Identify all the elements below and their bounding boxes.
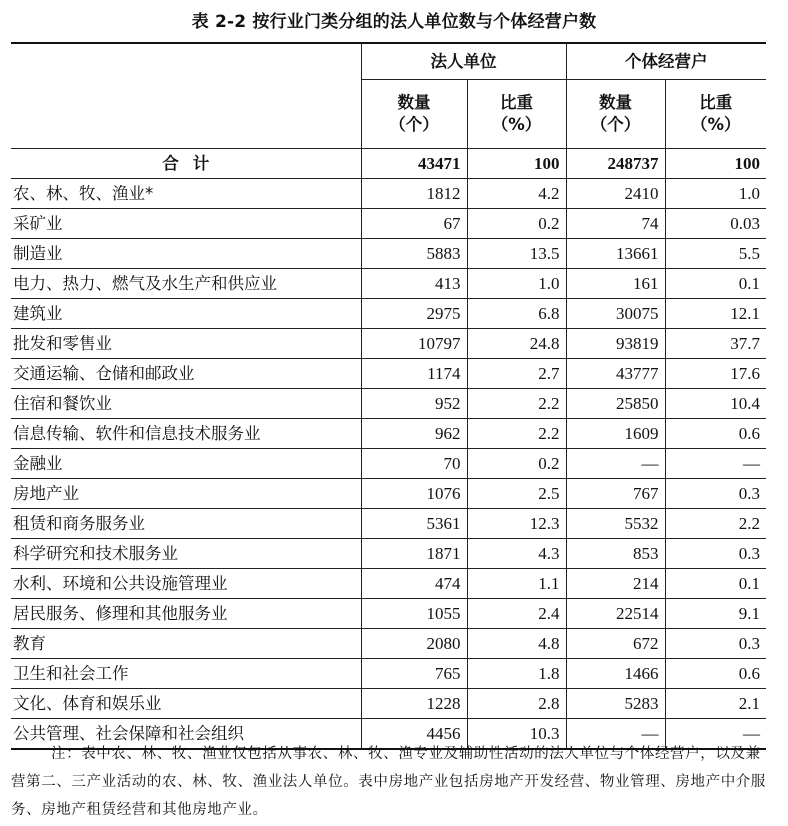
indiv-count-cell: — <box>566 449 665 479</box>
header-legal-share <box>467 80 566 149</box>
indiv-count-cell: 30075 <box>566 299 665 329</box>
total-row <box>11 149 766 179</box>
indiv-count-cell: 1466 <box>566 659 665 689</box>
indiv-share-cell: 2.1 <box>665 689 766 719</box>
industry-name-cell: 公共管理、社会保障和社会组织 <box>11 719 361 750</box>
indiv-share-cell: 1.0 <box>665 179 766 209</box>
header-row-groups <box>11 43 766 80</box>
table-row <box>11 659 766 689</box>
legal-share-cell: 2.2 <box>467 419 566 449</box>
table-row <box>11 179 766 209</box>
table-row <box>11 629 766 659</box>
table-row <box>11 209 766 239</box>
legal-share-cell: 6.8 <box>467 299 566 329</box>
header-indiv-count <box>566 80 665 149</box>
indiv-share-cell: 0.3 <box>665 539 766 569</box>
legal-share-cell: 2.2 <box>467 389 566 419</box>
indiv-count-cell: 43777 <box>566 359 665 389</box>
indiv-count-cell: 2410 <box>566 179 665 209</box>
indiv-share-cell: 12.1 <box>665 299 766 329</box>
industry-name-cell: 住宿和餐饮业 <box>11 389 361 419</box>
legal-share-cell: 13.5 <box>467 239 566 269</box>
table-row <box>11 329 766 359</box>
industry-table <box>11 42 766 750</box>
indiv-count-cell: 853 <box>566 539 665 569</box>
legal-count-cell: 1076 <box>361 479 467 509</box>
table-row <box>11 599 766 629</box>
industry-name-cell: 租赁和商务服务业 <box>11 509 361 539</box>
industry-name-cell: 电力、热力、燃气及水生产和供应业 <box>11 269 361 299</box>
header-share-unit: （%） <box>491 115 542 134</box>
indiv-count-cell: 22514 <box>566 599 665 629</box>
total-indiv-count: 248737 <box>566 149 665 179</box>
industry-name-cell: 水利、环境和公共设施管理业 <box>11 569 361 599</box>
legal-share-cell: 4.3 <box>467 539 566 569</box>
table-row <box>11 359 766 389</box>
indiv-share-cell: 10.4 <box>665 389 766 419</box>
indiv-count-cell: 93819 <box>566 329 665 359</box>
indiv-count-cell: 161 <box>566 269 665 299</box>
table-row <box>11 419 766 449</box>
legal-count-cell: 2975 <box>361 299 467 329</box>
total-label: 合计 <box>11 149 361 179</box>
indiv-count-cell: 13661 <box>566 239 665 269</box>
legal-share-cell: 0.2 <box>467 209 566 239</box>
legal-share-cell: 4.8 <box>467 629 566 659</box>
industry-name-cell: 卫生和社会工作 <box>11 659 361 689</box>
legal-share-cell: 0.2 <box>467 449 566 479</box>
header-corner <box>11 43 361 149</box>
table-title: 表 2-2 按行业门类分组的法人单位数与个体经营户数 <box>191 12 597 32</box>
legal-count-cell: 5883 <box>361 239 467 269</box>
legal-count-cell: 765 <box>361 659 467 689</box>
legal-share-cell: 2.5 <box>467 479 566 509</box>
header-legal-count <box>361 80 467 149</box>
total-legal-share: 100 <box>467 149 566 179</box>
legal-share-cell: 2.7 <box>467 359 566 389</box>
total-indiv-share: 100 <box>665 149 766 179</box>
table-row <box>11 479 766 509</box>
indiv-share-cell: 0.1 <box>665 269 766 299</box>
table-row <box>11 299 766 329</box>
legal-share-cell: 24.8 <box>467 329 566 359</box>
indiv-share-cell: 2.2 <box>665 509 766 539</box>
table-row <box>11 539 766 569</box>
legal-count-cell: 1228 <box>361 689 467 719</box>
header-share-label: 比重 <box>500 93 533 112</box>
table-row <box>11 389 766 419</box>
table-row <box>11 509 766 539</box>
legal-count-cell: 1055 <box>361 599 467 629</box>
industry-name-cell: 制造业 <box>11 239 361 269</box>
legal-count-cell: 962 <box>361 419 467 449</box>
legal-share-cell: 12.3 <box>467 509 566 539</box>
industry-name-cell: 教育 <box>11 629 361 659</box>
indiv-count-cell: 1609 <box>566 419 665 449</box>
legal-count-cell: 70 <box>361 449 467 479</box>
legal-count-cell: 413 <box>361 269 467 299</box>
legal-count-cell: 10797 <box>361 329 467 359</box>
legal-count-cell: 5361 <box>361 509 467 539</box>
industry-name-cell: 居民服务、修理和其他服务业 <box>11 599 361 629</box>
indiv-share-cell: 9.1 <box>665 599 766 629</box>
legal-share-cell: 2.8 <box>467 689 566 719</box>
indiv-share-cell: 5.5 <box>665 239 766 269</box>
header-indiv-share <box>665 80 766 149</box>
total-legal-count: 43471 <box>361 149 467 179</box>
legal-count-cell: 67 <box>361 209 467 239</box>
header-share-label: 比重 <box>699 93 733 112</box>
industry-name-cell: 批发和零售业 <box>11 329 361 359</box>
indiv-share-cell: 0.03 <box>665 209 766 239</box>
legal-count-cell: 1871 <box>361 539 467 569</box>
indiv-share-cell: 0.6 <box>665 659 766 689</box>
indiv-count-cell: 214 <box>566 569 665 599</box>
header-individual-households: 个体经营户 <box>566 43 766 80</box>
legal-count-cell: 474 <box>361 569 467 599</box>
indiv-share-cell: 0.3 <box>665 629 766 659</box>
indiv-count-cell: — <box>566 719 665 750</box>
indiv-count-cell: 672 <box>566 629 665 659</box>
indiv-share-cell: 37.7 <box>665 329 766 359</box>
indiv-share-cell: 17.6 <box>665 359 766 389</box>
legal-share-cell: 4.2 <box>467 179 566 209</box>
table-row <box>11 239 766 269</box>
header-count-label: 数量 <box>397 93 431 112</box>
indiv-share-cell: 0.6 <box>665 419 766 449</box>
industry-name-cell: 金融业 <box>11 449 361 479</box>
legal-count-cell: 1812 <box>361 179 467 209</box>
legal-count-cell: 2080 <box>361 629 467 659</box>
industry-name-cell: 交通运输、仓储和邮政业 <box>11 359 361 389</box>
legal-share-cell: 10.3 <box>467 719 566 750</box>
table-row <box>11 269 766 299</box>
indiv-share-cell: — <box>665 719 766 750</box>
industry-name-cell: 信息传输、软件和信息技术服务业 <box>11 419 361 449</box>
table-row <box>11 449 766 479</box>
legal-share-cell: 1.8 <box>467 659 566 689</box>
table-note: 注：表中农、林、牧、渔业仅包括从事农、林、牧、渔专业及辅助性活动的法人单位与个体经营户，以及兼营第二、三产业活动的农、林、牧、渔业法人单位。表中房地产业包括房地产开发经营、物业管理、房地产中介服务、房地产租赁经营和其他房地产业。 <box>11 746 766 818</box>
indiv-count-cell: 5283 <box>566 689 665 719</box>
legal-share-cell: 1.0 <box>467 269 566 299</box>
indiv-count-cell: 25850 <box>566 389 665 419</box>
indiv-count-cell: 74 <box>566 209 665 239</box>
header-count-unit: （个） <box>590 115 641 134</box>
industry-name-cell: 建筑业 <box>11 299 361 329</box>
legal-share-cell: 1.1 <box>467 569 566 599</box>
legal-count-cell: 1174 <box>361 359 467 389</box>
indiv-count-cell: 5532 <box>566 509 665 539</box>
industry-name-cell: 文化、体育和娱乐业 <box>11 689 361 719</box>
table-row <box>11 569 766 599</box>
indiv-share-cell: 0.1 <box>665 569 766 599</box>
industry-name-cell: 采矿业 <box>11 209 361 239</box>
legal-count-cell: 4456 <box>361 719 467 750</box>
indiv-share-cell: 0.3 <box>665 479 766 509</box>
header-share-unit: （%） <box>690 115 741 134</box>
industry-name-cell: 房地产业 <box>11 479 361 509</box>
header-legal-units: 法人单位 <box>361 43 566 80</box>
industry-name-cell: 科学研究和技术服务业 <box>11 539 361 569</box>
indiv-count-cell: 767 <box>566 479 665 509</box>
indiv-share-cell: — <box>665 449 766 479</box>
header-count-unit: （个） <box>389 115 439 134</box>
table-row <box>11 689 766 719</box>
legal-count-cell: 952 <box>361 389 467 419</box>
legal-share-cell: 2.4 <box>467 599 566 629</box>
header-count-label: 数量 <box>599 93 632 112</box>
industry-name-cell: 农、林、牧、渔业* <box>11 179 361 209</box>
